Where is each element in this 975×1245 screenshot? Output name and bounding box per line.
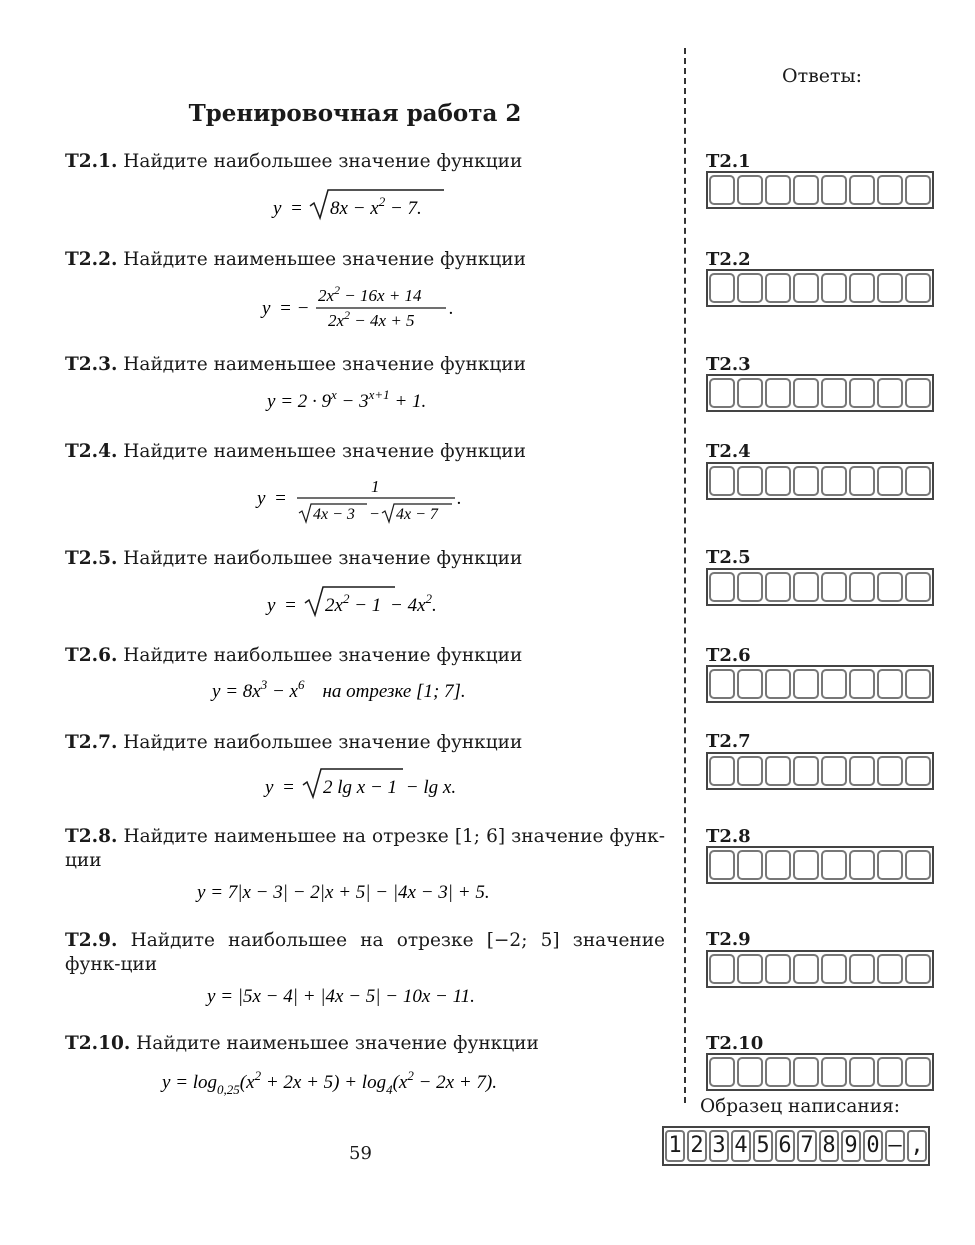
answer-cell[interactable] <box>709 954 735 984</box>
problem-text: Найдите наибольшее на отрезке [−2; 5] значение функ-ции <box>65 930 666 975</box>
answer-cell[interactable] <box>737 954 763 984</box>
svg-text:=: = <box>290 198 303 219</box>
svg-text:=: = <box>281 777 295 798</box>
answer-cell[interactable] <box>737 378 763 408</box>
formula-t2-1 <box>65 186 665 228</box>
svg-text:8x − x2 − 7.: $8x - x^2 - 7$. <box>330 194 422 219</box>
answer-cell[interactable] <box>765 378 791 408</box>
problem-text: Найдите наибольшее значение функции <box>123 548 523 569</box>
answer-box-t2-7[interactable] <box>706 752 934 790</box>
answer-cell[interactable] <box>737 572 763 602</box>
problem-number: T2.2. <box>65 249 118 270</box>
problem-number: T2.8. <box>65 826 118 847</box>
answer-cell[interactable] <box>793 756 819 786</box>
answer-cell[interactable] <box>905 175 931 205</box>
answer-cell[interactable] <box>877 572 903 602</box>
page-number: 59 <box>349 1143 372 1164</box>
formula-t2-9 <box>65 982 665 1018</box>
svg-text:4x − 7: 4x − 7 <box>396 506 438 523</box>
answer-cell[interactable] <box>709 1057 735 1087</box>
answer-cell[interactable] <box>849 756 875 786</box>
answer-cell[interactable] <box>877 756 903 786</box>
answer-cell[interactable] <box>765 175 791 205</box>
answer-cell[interactable] <box>821 954 847 984</box>
answer-label: T2.10 <box>706 1033 764 1054</box>
cut-line-divider <box>684 48 686 1103</box>
answer-cell[interactable] <box>877 669 903 699</box>
answer-cell[interactable] <box>709 850 735 880</box>
answer-cell[interactable] <box>709 273 735 303</box>
answer-cell[interactable] <box>905 572 931 602</box>
answer-cell[interactable] <box>765 572 791 602</box>
answer-cell[interactable] <box>877 378 903 408</box>
svg-text:=: = <box>284 595 297 616</box>
svg-text:y: y <box>264 777 273 798</box>
answer-cell[interactable] <box>877 273 903 303</box>
answer-cell[interactable] <box>765 850 791 880</box>
svg-text:y: y <box>262 298 271 319</box>
formula-svg <box>160 1066 570 1100</box>
answer-cell[interactable] <box>793 572 819 602</box>
sample-char: 9 <box>841 1130 861 1162</box>
answer-cell[interactable] <box>737 273 763 303</box>
answer-cell[interactable] <box>905 756 931 786</box>
answer-cell[interactable] <box>737 850 763 880</box>
problem-number: T2.1. <box>65 151 118 172</box>
svg-text:.: . <box>449 298 454 319</box>
answer-cell[interactable] <box>709 175 735 205</box>
formula-svg <box>195 877 535 907</box>
problem-number: T2.5. <box>65 548 118 569</box>
svg-text:y = log0,25(x2 + 2x + 5) + log: $y = \log_{0,25}(x^2 + 2x + 5) + \log_4(x^2 - 2x + 7)$. <box>162 1068 498 1097</box>
answer-box-t2-1[interactable] <box>706 171 934 209</box>
answer-cell[interactable] <box>905 466 931 496</box>
answer-cell[interactable] <box>821 466 847 496</box>
svg-text:y: y <box>267 595 276 616</box>
problem-number: T2.7. <box>65 732 118 753</box>
formula-t2-10 <box>65 1066 665 1106</box>
answer-cell[interactable] <box>793 378 819 408</box>
problem-text: Найдите наименьшее значение функции <box>123 354 526 375</box>
answer-cell[interactable] <box>765 669 791 699</box>
page-title: Тренировочная работа 2 <box>188 100 522 127</box>
answer-cell[interactable] <box>709 466 735 496</box>
answer-label: T2.9 <box>706 929 751 950</box>
answer-box-t2-4[interactable] <box>706 462 934 500</box>
problem-text: Найдите наибольшее значение функции <box>123 645 523 666</box>
answer-cell[interactable] <box>849 1057 875 1087</box>
problem-t2-7 <box>65 731 665 755</box>
problem-number: T2.10. <box>65 1033 131 1054</box>
answer-label: T2.7 <box>706 731 751 752</box>
answer-cell[interactable] <box>849 466 875 496</box>
problem-text: Найдите наибольшее значение функции <box>123 151 523 172</box>
answer-cell[interactable] <box>849 175 875 205</box>
answer-cell[interactable] <box>905 669 931 699</box>
answer-label: T2.2 <box>706 249 751 270</box>
answer-cell[interactable] <box>849 669 875 699</box>
sample-char: 3 <box>709 1130 729 1162</box>
formula-svg <box>260 283 470 333</box>
answer-cell[interactable] <box>737 1057 763 1087</box>
answer-box-t2-5[interactable] <box>706 568 934 606</box>
answer-label: T2.6 <box>706 645 751 666</box>
sample-char: 6 <box>775 1130 795 1162</box>
svg-text:4x − 3: 4x − 3 <box>313 506 355 523</box>
sample-char: 2 <box>687 1130 707 1162</box>
svg-text:y = 8x3 − x6на отрезке [1; 7].: $y = 8x^3 - x^6$ на отрезке [1; 7]. <box>212 677 466 702</box>
problem-number: T2.3. <box>65 354 118 375</box>
answer-label: T2.4 <box>706 441 751 462</box>
svg-text:= −: = − <box>279 298 310 319</box>
answer-cell[interactable] <box>793 466 819 496</box>
formula-t2-7 <box>65 765 665 807</box>
answer-cell[interactable] <box>709 669 735 699</box>
answer-box-t2-8[interactable] <box>706 846 934 884</box>
answer-label: T2.5 <box>706 547 751 568</box>
formula-svg <box>265 384 465 414</box>
answer-cell[interactable] <box>821 669 847 699</box>
answer-cell[interactable] <box>905 378 931 408</box>
formula-svg <box>205 982 525 1012</box>
answer-box-t2-2[interactable] <box>706 269 934 307</box>
answer-cell[interactable] <box>821 378 847 408</box>
answer-cell[interactable] <box>877 175 903 205</box>
problem-t2-3 <box>65 353 665 377</box>
sample-char: 7 <box>797 1130 817 1162</box>
sample-label: Образец написания: <box>700 1096 900 1117</box>
answer-cell[interactable] <box>821 756 847 786</box>
answer-box-t2-6[interactable] <box>706 665 934 703</box>
answer-cell[interactable] <box>765 954 791 984</box>
formula-svg <box>210 674 520 704</box>
sample-char: 4 <box>731 1130 751 1162</box>
answer-cell[interactable] <box>905 1057 931 1087</box>
answer-cell[interactable] <box>793 850 819 880</box>
sample-char: , <box>907 1130 927 1162</box>
problem-number: T2.4. <box>65 441 118 462</box>
answer-cell[interactable] <box>877 954 903 984</box>
answer-cell[interactable] <box>737 175 763 205</box>
answer-box-t2-3[interactable] <box>706 374 934 412</box>
answer-cell[interactable] <box>737 669 763 699</box>
sample-char: – <box>885 1130 905 1162</box>
answer-cell[interactable] <box>821 850 847 880</box>
answer-cell[interactable] <box>849 954 875 984</box>
sample-char: 8 <box>819 1130 839 1162</box>
sample-char: 0 <box>863 1130 883 1162</box>
svg-text:=: = <box>274 488 287 509</box>
answer-cell[interactable] <box>849 378 875 408</box>
answer-cell[interactable] <box>793 1057 819 1087</box>
answer-cell[interactable] <box>877 1057 903 1087</box>
answer-cell[interactable] <box>849 273 875 303</box>
answer-cell[interactable] <box>793 954 819 984</box>
problem-number: T2.9. <box>65 930 118 951</box>
problem-t2-9 <box>65 929 665 977</box>
svg-text:y: y <box>273 198 282 219</box>
answer-label: T2.1 <box>706 151 751 172</box>
svg-text:.: . <box>457 488 462 509</box>
answer-cell[interactable] <box>877 466 903 496</box>
answer-cell[interactable] <box>737 756 763 786</box>
problem-t2-6 <box>65 644 665 668</box>
answer-cell[interactable] <box>849 572 875 602</box>
problem-text: Найдите наименьшее значение функции <box>123 249 526 270</box>
answer-cell[interactable] <box>905 850 931 880</box>
problem-t2-5 <box>65 547 665 571</box>
answer-cell[interactable] <box>821 273 847 303</box>
problem-t2-4 <box>65 440 665 464</box>
answer-cell[interactable] <box>765 1057 791 1087</box>
svg-text:y = 7|x − 3| − 2|x + 5| − |4x: y = 7|x − 3| − 2|x + 5| − |4x − 3| + 5. <box>197 882 490 903</box>
formula-svg <box>263 765 468 801</box>
svg-text:y = |5x − 4| + |4x − 5| − 10x: y = |5x − 4| + |4x − 5| − 10x − 11. <box>207 986 475 1007</box>
answer-cell[interactable] <box>765 756 791 786</box>
problem-t2-10 <box>65 1032 665 1056</box>
sample-char: 5 <box>753 1130 773 1162</box>
answer-cell[interactable] <box>709 756 735 786</box>
svg-text:2x2 − 1 − 4x2.: $2x^2 - 1 - 4x^2$. <box>325 591 437 616</box>
answer-box-t2-9[interactable] <box>706 950 934 988</box>
answer-cell[interactable] <box>737 466 763 496</box>
answer-cell[interactable] <box>709 378 735 408</box>
formula-svg <box>255 475 475 527</box>
problem-text: Найдите наименьшее на отрезке [1; 6] значение функ-ции <box>65 826 665 871</box>
answer-cell[interactable] <box>821 572 847 602</box>
svg-text:2x2 − 4x + 5: $2x^2 - 4x + 5$ <box>328 308 415 330</box>
problem-number: T2.6. <box>65 645 118 666</box>
answer-cell[interactable] <box>765 466 791 496</box>
answer-cell[interactable] <box>905 954 931 984</box>
svg-text:y = 2 · 9x − 3x+1 + 1.: $y = 2 \cdot 9^x - 3^{x+1} + 1$. <box>267 387 427 412</box>
formula-svg <box>270 186 460 222</box>
formula-t2-6 <box>65 674 665 710</box>
problem-t2-8 <box>65 825 665 873</box>
answer-cell[interactable] <box>793 175 819 205</box>
svg-text:−: − <box>369 506 380 523</box>
answer-cell[interactable] <box>793 669 819 699</box>
problem-text: Найдите наименьшее значение функции <box>123 441 526 462</box>
answer-label: T2.3 <box>706 354 751 375</box>
answer-box-t2-10[interactable] <box>706 1053 934 1091</box>
answer-cell[interactable] <box>821 1057 847 1087</box>
problem-t2-2 <box>65 248 665 272</box>
formula-t2-8 <box>65 877 665 913</box>
problem-text: Найдите наименьшее значение функции <box>136 1033 539 1054</box>
answer-cell[interactable] <box>905 273 931 303</box>
svg-text:y: y <box>257 488 266 509</box>
formula-svg <box>265 583 465 619</box>
formula-t2-3 <box>65 384 665 420</box>
sample-writing-box <box>662 1126 930 1166</box>
answers-title: Ответы: <box>782 65 863 87</box>
answer-cell[interactable] <box>877 850 903 880</box>
answer-label: T2.8 <box>706 826 751 847</box>
sample-char: 1 <box>665 1130 685 1162</box>
problem-text: Найдите наибольшее значение функции <box>123 732 523 753</box>
answer-cell[interactable] <box>709 572 735 602</box>
answer-cell[interactable] <box>821 175 847 205</box>
svg-text:2 lg x − 1 − lg x.: 2 lg x − 1 − lg x. <box>322 777 456 798</box>
problem-t2-1 <box>65 150 665 174</box>
answer-cell[interactable] <box>849 850 875 880</box>
answer-cell[interactable] <box>765 273 791 303</box>
formula-t2-4 <box>65 475 665 533</box>
answer-cell[interactable] <box>793 273 819 303</box>
svg-text:1: 1 <box>371 477 380 496</box>
formula-t2-2 <box>65 283 665 339</box>
svg-text:2x2 − 16x + 14: $2x^2 - 16x + 14$ <box>318 283 422 305</box>
formula-t2-5 <box>65 583 665 625</box>
